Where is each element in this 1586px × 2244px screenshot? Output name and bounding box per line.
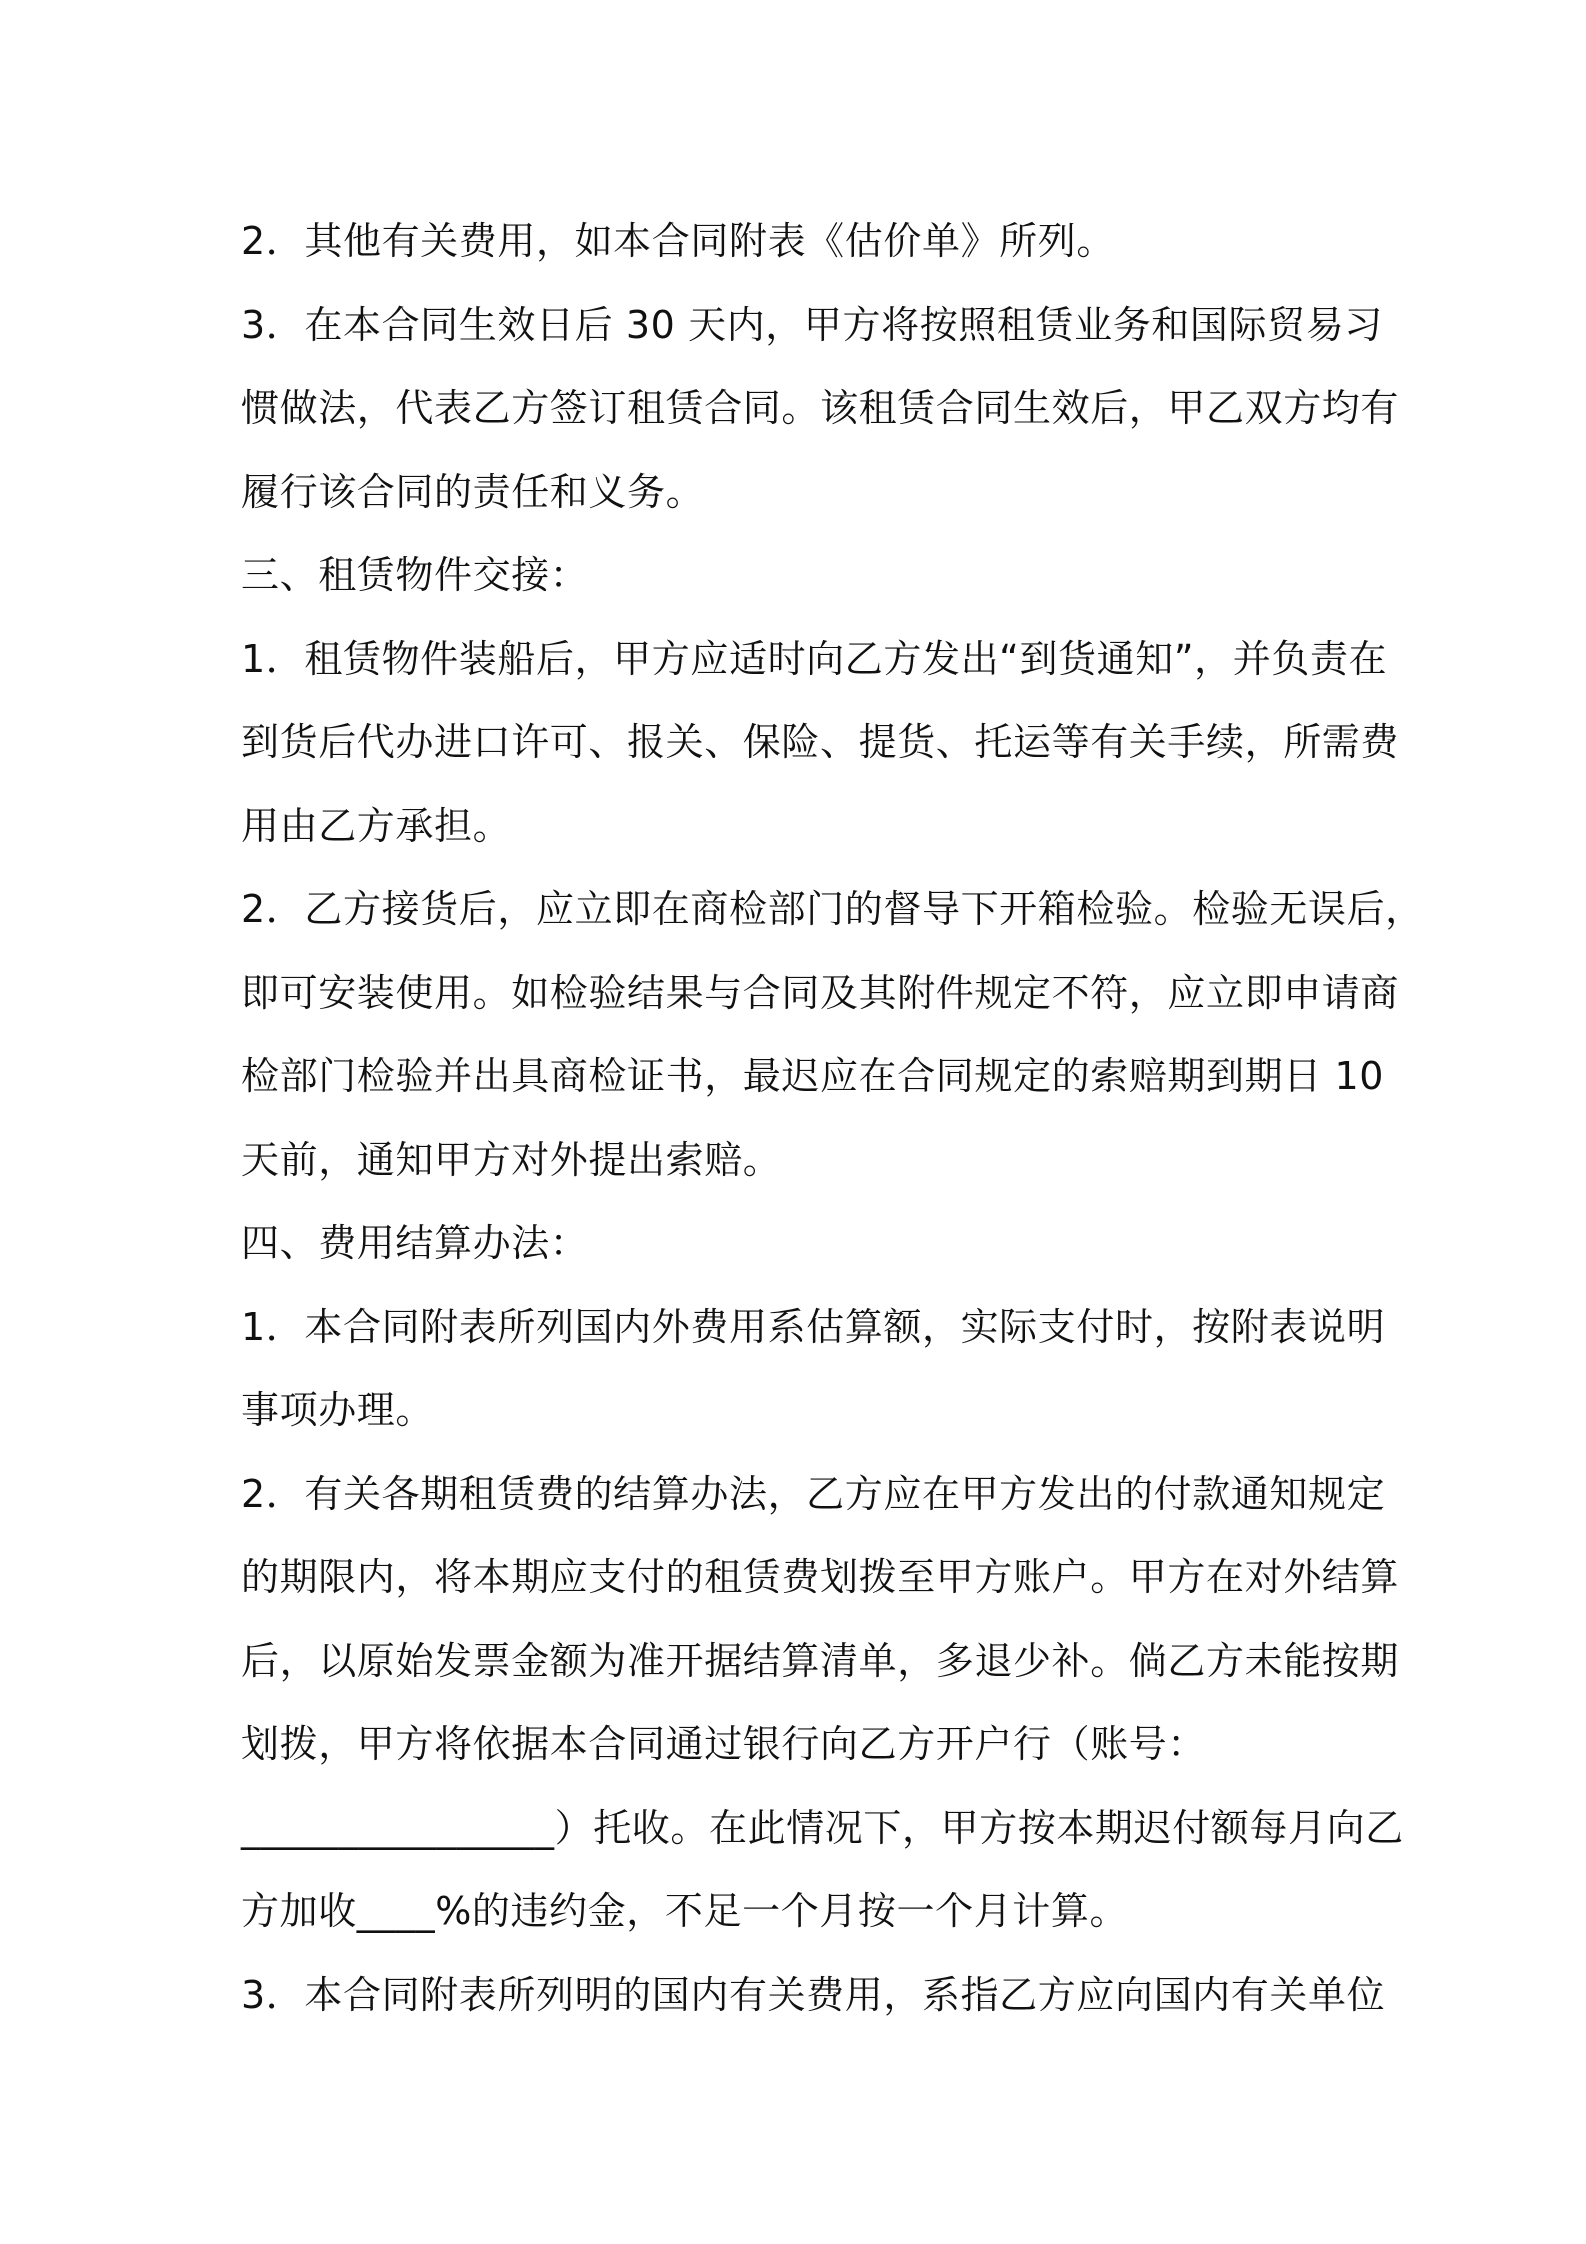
text-line: 事项办理。 xyxy=(241,1388,435,1432)
text-line: 即可安装使用。如检验结果与合同及其附件规定不符，应立即申请商 xyxy=(241,970,1400,1015)
text-line: 划拨，甲方将依据本合同通过银行向乙方开户行（账号： xyxy=(241,1722,1207,1766)
text-line: 的期限内，将本期应支付的租赁费划拨至甲方账户。甲方在对外结算 xyxy=(241,1555,1400,1599)
text-line: 到货后代办进口许可、报关、保险、提货、托运等有关手续，所需费 xyxy=(241,720,1400,764)
text-line: 2．有关各期租赁费的结算办法，乙方应在甲方发出的付款通知规定 xyxy=(241,1471,1386,1516)
text-line: 用由乙方承担。 xyxy=(241,803,512,848)
text-line: 1．本合同附表所列国内外费用系估算额，实际支付时，按附表说明 xyxy=(241,1304,1386,1349)
document-body xyxy=(241,200,1424,2037)
text-line: 后，以原始发票金额为准开据结算清单，多退少补。倘乙方未能按期 xyxy=(241,1638,1400,1683)
text-line: 惯做法，代表乙方签订租赁合同。该租赁合同生效后，甲乙双方均有 xyxy=(241,386,1400,430)
section-heading: 四、费用结算办法： xyxy=(241,1221,589,1265)
text-line: 天前，通知甲方对外提出索赔。 xyxy=(241,1137,782,1182)
text-line: 2．乙方接货后，应立即在商检部门的督导下开箱检验。检验无误后， xyxy=(241,887,1424,931)
text-line: 1．租赁物件装船后，甲方应适时向乙方发出“到货通知”，并负责在 xyxy=(241,636,1388,681)
section-heading: 三、租赁物件交接： xyxy=(241,553,589,597)
text-line: 方加收____%的违约金，不足一个月按一个月计算。 xyxy=(241,1889,1129,1933)
text-line: 3．在本合同生效日后 30 天内，甲方将按照租赁业务和国际贸易习 xyxy=(241,302,1383,347)
text-line: 2．其他有关费用，如本合同附表《估价单》所列。 xyxy=(241,219,1115,263)
text-line: 履行该合同的责任和义务。 xyxy=(241,469,705,514)
text-line: ________________）托收。在此情况下，甲方按本期迟付额每月向乙 xyxy=(241,1805,1404,1850)
text-line: 3．本合同附表所列明的国内有关费用，系指乙方应向国内有关单位 xyxy=(241,1972,1386,2017)
text-line: 检部门检验并出具商检证书，最迟应在合同规定的索赔期到期日 10 xyxy=(241,1054,1385,1098)
